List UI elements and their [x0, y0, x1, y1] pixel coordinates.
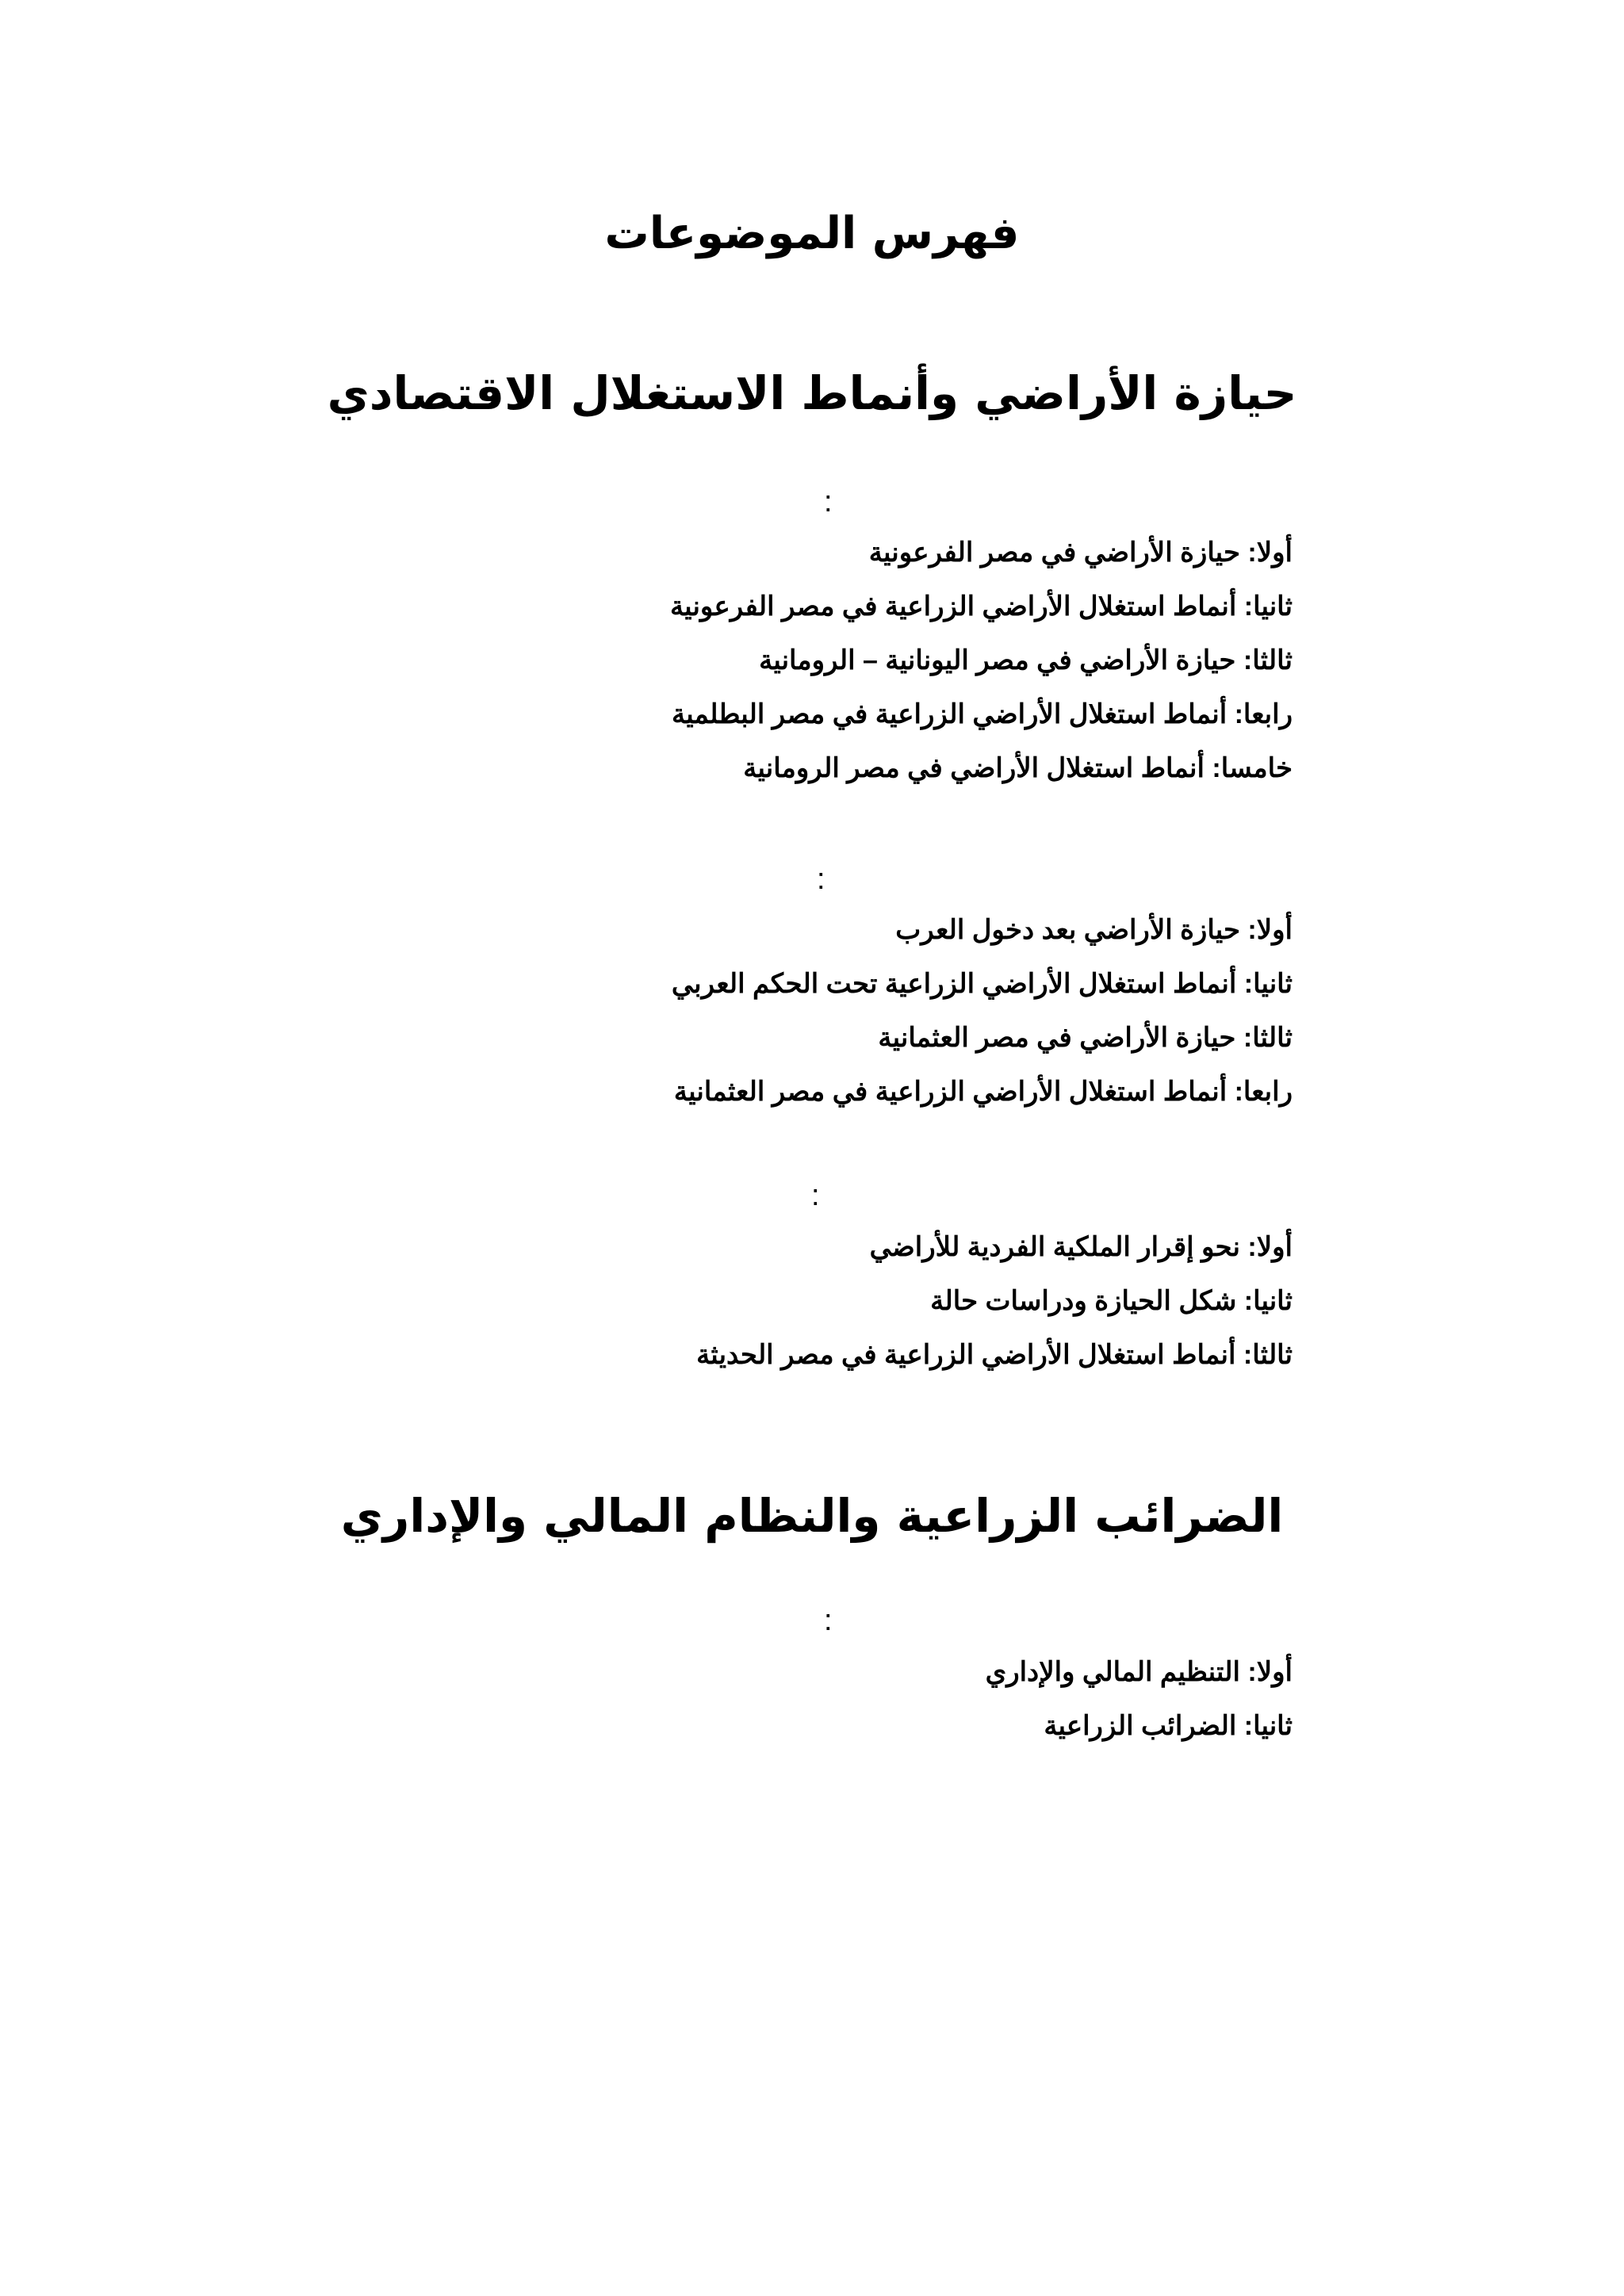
toc-entry: ثانيا: الضرائب الزراعية — [1044, 1711, 1293, 1741]
section-marker: : — [811, 1179, 820, 1212]
toc-entry: رابعا: أنماط استغلال الأراضي الزراعية في مصر البطلمية — [671, 699, 1293, 729]
part2-heading: الضرائب الزراعية والنظام المالي والإداري — [340, 1489, 1284, 1543]
toc-entry: رابعا: أنماط استغلال الأراضي الزراعية في مصر العثمانية — [673, 1077, 1293, 1107]
toc-entry: ثانيا: أنماط استغلال الأراضي الزراعية في مصر الفرعونية — [669, 591, 1293, 622]
section-list — [672, 903, 1293, 1119]
toc-entry: ثانيا: شكل الحيازة ودراسات حالة — [930, 1286, 1293, 1316]
section-marker: : — [817, 863, 825, 896]
section-list — [696, 1220, 1293, 1382]
page-title: فهرس الموضوعات — [604, 208, 1020, 259]
section-list — [986, 1645, 1293, 1753]
toc-entry: خامسا: أنماط استغلال الأراضي في مصر الرومانية — [743, 753, 1293, 783]
toc-entry: ثالثا: حيازة الأراضي في مصر العثمانية — [878, 1023, 1293, 1053]
toc-entry: أولا: حيازة الأراضي في مصر الفرعونية — [868, 538, 1293, 568]
section-marker: : — [824, 1604, 833, 1637]
part1-heading: حيازة الأراضي وأنماط الاستغلال الاقتصادي — [327, 366, 1297, 420]
toc-entry: ثالثا: حيازة الأراضي في مصر اليونانية – الرومانية — [759, 645, 1293, 675]
toc-entry: أولا: التنظيم المالي والإداري — [985, 1657, 1293, 1687]
toc-entry: أولا: نحو إقرار الملكية الفردية للأراضي — [869, 1232, 1293, 1262]
section-marker: : — [824, 485, 833, 519]
toc-entry: ثالثا: أنماط استغلال الأراضي الزراعية في مصر الحديثة — [696, 1340, 1293, 1370]
toc-entry: أولا: حيازة الأراضي بعد دخول العرب — [895, 915, 1293, 945]
toc-entry: ثانيا: أنماط استغلال الأراضي الزراعية تحت الحكم العربي — [671, 969, 1293, 999]
section-list — [670, 526, 1293, 795]
